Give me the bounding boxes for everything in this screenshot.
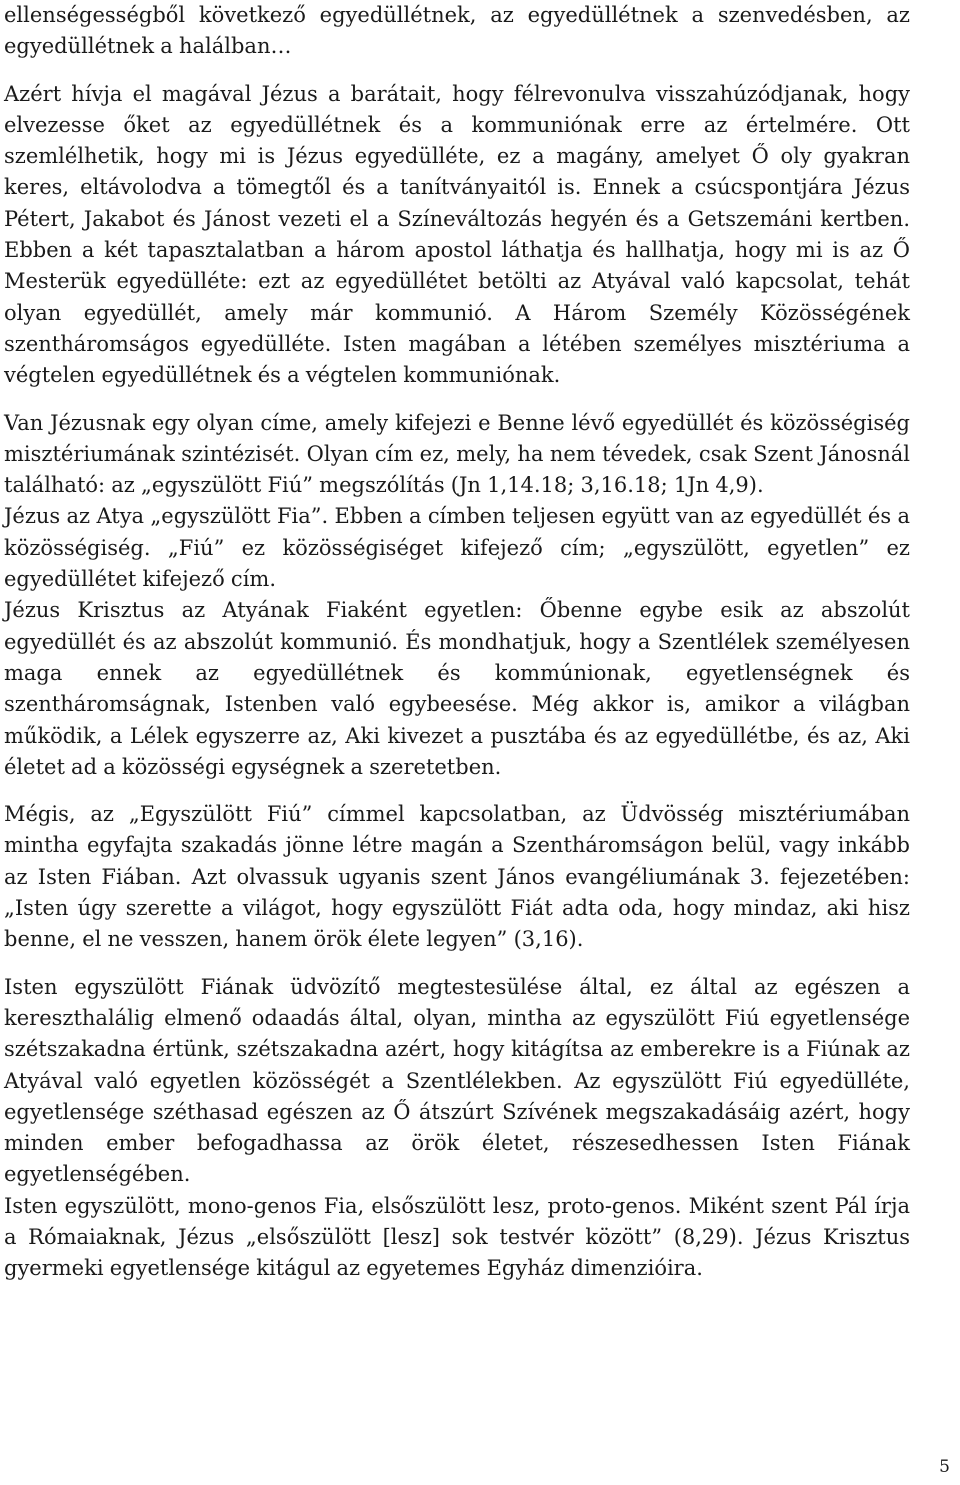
paragraph-6: Mégis, az „Egyszülött Fiú” címmel kapcsolatban, az Üdvösség misztériumában mintha egyfajta szakadás jönne létre magán a Szentháromságon belül, vagy inkább az Isten Fiában. Azt olvassuk ugyanis szent János evangéliumának 3. fejezetében: „Isten úgy szerette a világot, hogy egyszülött Fiát adta oda, hogy mindaz, aki hisz benne, el ne vesszen, hanem örök élete legyen” (3,16). — [4, 802, 910, 952]
paragraph-2: Azért hívja el magával Jézus a barátait, hogy félrevonulva visszahúzódjanak, hogy elvezesse őket az egyedüllétnek és a kommuniónak erre az értelmére. Ott szemlélhetik, hogy mi is Jézus egyedülléte, ez a magány, amelyet Ő oly gyakran keres, eltávolodva a tömegtől és a tanítványaitól is. Ennek a csúcspontjára Jézus Pétert, Jakabot és Jánost vezeti el a Színeváltozás hegyén és a Getszemáni kertben. Ebben a két tapasztalatban a három apostol láthatja és hallhatja, hogy mi is az Ő Mesterük egyedülléte: ezt az egyedüllétet betölti az Atyával való kapcsolat, tehát olyan egyedüllét, amely már kommunió. A Három Személy Közösségének szentháromságos egyedülléte. Isten magában a létében személyes misztériuma a végtelen egyedüllétnek és a végtelen kommuniónak. — [4, 81, 910, 388]
paragraph-1: ellenségességből következő egyedüllétnek, az egyedüllétnek a szenvedésben, az egyedüllétnek a halálban… — [4, 3, 910, 59]
paragraph-8: Isten egyszülött, mono-genos Fia, elsőszülött lesz, proto-genos. Miként szent Pál írja a Rómaiaknak, Jézus „elsőszülött [lesz] sok testvér között” (8,29). Jézus Krisztus gyermeki egyetlensége kitágul az egyetemes Egyház dimenzióira. — [4, 1193, 910, 1281]
paragraph-7: Isten egyszülött Fiának üdvözítő megtestesülése által, ez által az egészen a kereszthalálig elmenő odaadás által, olyan, mintha az egyszülött Fiú egyetlensége szétszakadna értünk, szétszakadna azért, hogy kitágítsa az emberekre is a Fiúnak az Atyával való egyetlen közösségét a Szentlélekben. Az egyszülött Fiú egyedülléte, egyetlensége széthasad egészen az Ő átszúrt Szívének megszakadásáig azért, hogy minden ember befogadhassa az örök életet, részesedhessen Isten Fiának egyetlenségében. — [4, 974, 910, 1187]
page-number: 5 — [939, 1457, 950, 1477]
paragraph-3: Van Jézusnak egy olyan címe, amely kifejezi e Benne lévő egyedüllét és közösségiség misztériumának szintézisét. Olyan cím ez, mely, ha nem tévedek, csak Szent Jánosnál található: az „egyszülött Fiú” megszólítás (Jn 1,14.18; 3,16.18; 1Jn 4,9). — [4, 410, 910, 498]
paragraph-5: Jézus Krisztus az Atyának Fiaként egyetlen: Őbenne egybe esik az abszolút egyedüllét és az abszolút kommunió. És mondhatjuk, hogy a Szentlélek személyesen maga ennek az egyedüllétnek és kommúnionak, egyetlenségnek és szentháromságnak, Istenben való egybeesése. Még akkor is, amikor a világban működik, a Lélek egyszerre az, Aki kivezet a pusztába és az egyedüllétbe, és az, Aki életet ad a közösségi egységnek a szeretetben. — [4, 598, 910, 779]
paragraph-4: Jézus az Atya „egyszülött Fia”. Ebben a címben teljesen együtt van az egyedüllét és a közösségiség. „Fiú” ez közösségiséget kifejező cím; „egyszülött, egyetlen” ez egyedüllétet kifejező cím. — [4, 504, 910, 592]
document-page — [4, 0, 910, 1285]
